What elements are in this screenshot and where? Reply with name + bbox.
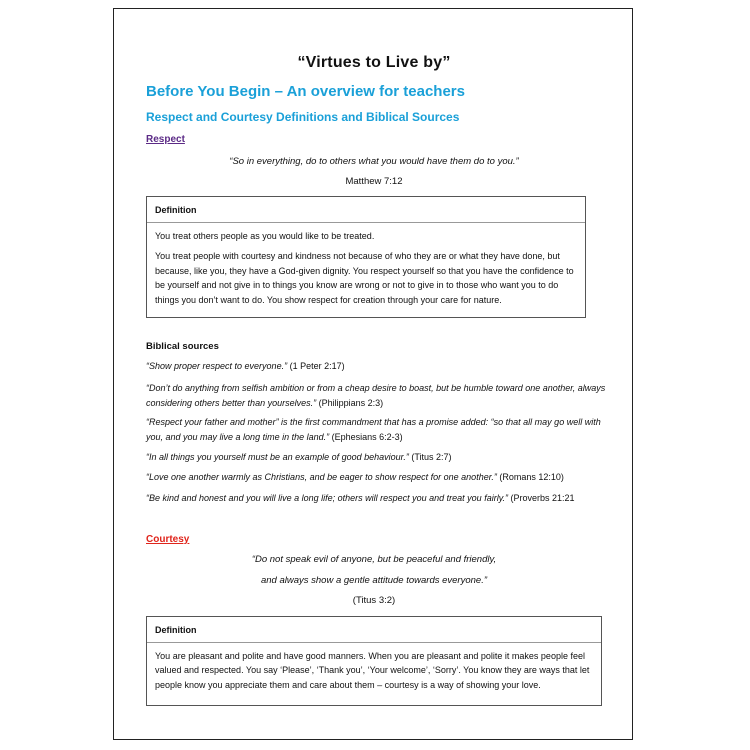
biblical-source-quote: “Be kind and honest and you will live a long life; others will respect you and treat you fairly.” <box>146 493 509 503</box>
document-page <box>113 8 633 740</box>
courtesy-definition-p1: You are pleasant and polite and have good manners. When you are pleasant and polite it makes people feel valued and respected. You say ‘Please’, ‘Thank you’, ‘Your welcome’, ‘Sorry’. You know they are ways that let people know you appreciate them and care about them – courtesy is a way of showing your love. <box>155 650 590 690</box>
respect-definition-box <box>146 196 586 318</box>
courtesy-definition-box <box>146 616 602 706</box>
biblical-sources-title: Biblical sources <box>146 341 219 352</box>
respect-definition-p2: You treat people with courtesy and kindness not because of who they are or what they have done, but because, like you, they have a God-given dignity. You respect yourself so that you have the confidence to be yourself and not give in to things you know are wrong or not to give in to those who want you to do things you don’t want to do. You show respect for creation through your care for nature. <box>155 251 574 305</box>
biblical-source-quote: “In all things you yourself must be an example of good behaviour.” <box>146 452 409 462</box>
biblical-source-ref: (Proverbs 21:21 <box>508 493 575 503</box>
respect-section-label: Respect <box>146 134 185 145</box>
respect-definition-title: Definition <box>147 203 585 223</box>
respect-quote: “So in everything, do to others what you would have them do to you.” <box>229 156 519 167</box>
biblical-source-quote: “Don’t do anything from selfish ambition or from a cheap desire to boast, but be humble toward one another, always considering others better than yourselves.” <box>146 383 606 408</box>
biblical-source-ref: (Titus 2:7) <box>408 452 452 462</box>
biblical-source-item <box>146 470 616 485</box>
biblical-source-quote: “Love one another warmly as Christians, and be eager to show respect for one another.” <box>146 472 497 482</box>
document-title: “Virtues to Live by” <box>297 54 451 71</box>
biblical-source-ref: (Ephesians 6:2-3) <box>329 431 403 442</box>
biblical-source-item <box>146 415 616 444</box>
courtesy-quote-line2: and always show a gentle attitude towards everyone.” <box>260 575 488 586</box>
biblical-source-ref: (Romans 12:10) <box>496 472 564 482</box>
courtesy-reference: (Titus 3:2) <box>352 595 396 606</box>
courtesy-definition-title: Definition <box>147 623 601 643</box>
biblical-source-item <box>146 450 616 465</box>
biblical-source-ref: (1 Peter 2:17) <box>287 361 345 371</box>
overview-heading: Before You Begin – An overview for teachers <box>146 83 465 100</box>
definitions-subheading: Respect and Courtesy Definitions and Biblical Sources <box>146 110 460 124</box>
biblical-source-item <box>146 381 616 410</box>
biblical-source-ref: (Philippians 2:3) <box>316 397 384 408</box>
biblical-source-item <box>146 491 616 506</box>
biblical-source-quote: “Show proper respect to everyone.” <box>146 361 288 371</box>
courtesy-section-label: Courtesy <box>146 534 190 545</box>
courtesy-quote-line1: “Do not speak evil of anyone, but be peaceful and friendly, <box>251 554 497 565</box>
respect-definition-p1: You treat others people as you would like to be treated. <box>155 230 375 241</box>
biblical-source-item <box>146 359 616 374</box>
respect-reference: Matthew 7:12 <box>345 176 403 187</box>
biblical-source-quote: “Respect your father and mother” is the first commandment that has a promise added: “so that all may go well with you, and you may live a long time in the land.” <box>146 417 601 442</box>
